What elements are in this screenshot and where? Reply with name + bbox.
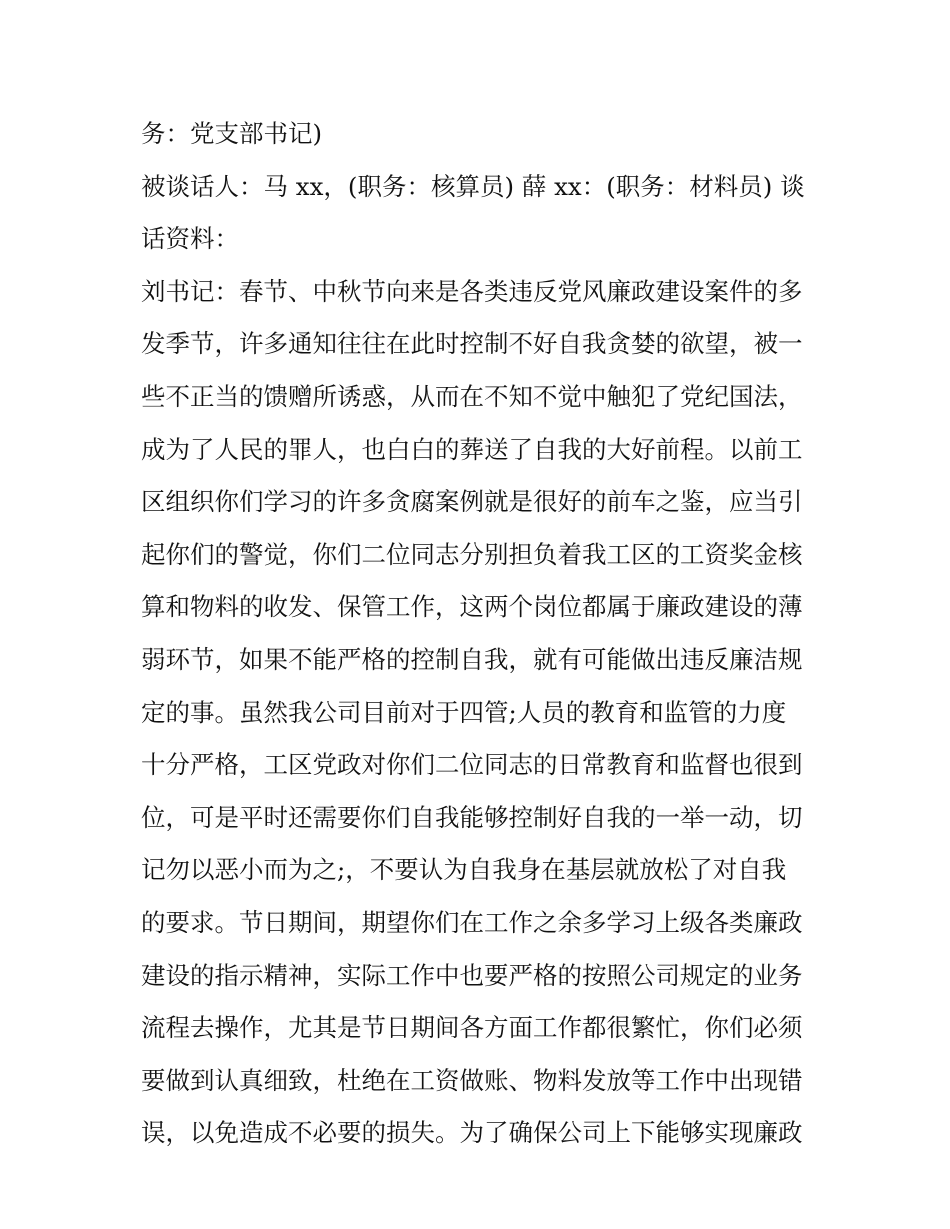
body-text xyxy=(141,108,821,1160)
text-line: 建设的指示精神，实际工作中也要严格的按照公司规定的业务 xyxy=(141,960,803,990)
text-line: 务：党支部书记) xyxy=(141,119,323,148)
text-line: 起你们的警觉，你们二位同志分别担负着我工区的工资奖金核 xyxy=(141,539,803,569)
text-line: 流程去操作，尤其是节日期间各方面工作都很繁忙，你们必须 xyxy=(141,1013,803,1043)
text-line: 算和物料的收发、保管工作，这两个岗位都属于廉政建设的薄 xyxy=(141,592,803,622)
text-line: 位，可是平时还需要你们自我能够控制好自我的一举一动，切 xyxy=(141,802,803,832)
text-line: 话资料： xyxy=(141,224,239,254)
text-line: 区组织你们学习的许多贪腐案例就是很好的前车之鉴，应当引 xyxy=(141,487,803,517)
text-line: 要做到认真细致，杜绝在工资做账、物料发放等工作中出现错 xyxy=(141,1065,803,1095)
text-line: 弱环节，如果不能严格的控制自我，就有可能做出违反廉洁规 xyxy=(141,644,803,674)
text-line: 定的事。虽然我公司目前对于四管;人员的教育和监管的力度 xyxy=(141,697,787,727)
text-line: 记勿以恶小而为之;，不要认为自我身在基层就放松了对自我 xyxy=(141,855,787,885)
text-line: 发季节，许多通知往往在此时控制不好自我贪婪的欲望，被一 xyxy=(141,329,803,359)
text-line: 的要求。节日期间，期望你们在工作之余多学习上级各类廉政 xyxy=(141,907,803,937)
text-line: 刘书记：春节、中秋节向来是各类违反党风廉政建设案件的多 xyxy=(141,276,803,306)
text-line: 被谈话人：马 xx，(职务：核算员) 薛 xx：(职务：材料员) 谈 xyxy=(141,171,805,201)
text-line: 成为了人民的罪人，也白白的葬送了自我的大好前程。以前工 xyxy=(141,434,803,464)
text-line: 误，以免造成不必要的损失。为了确保公司上下能够实现廉政 xyxy=(141,1118,803,1148)
text-line: 十分严格，工区党政对你们二位同志的日常教育和监督也很到 xyxy=(141,750,803,780)
text-line: 些不正当的馈赠所诱惑，从而在不知不觉中触犯了党纪国法， xyxy=(141,381,803,411)
